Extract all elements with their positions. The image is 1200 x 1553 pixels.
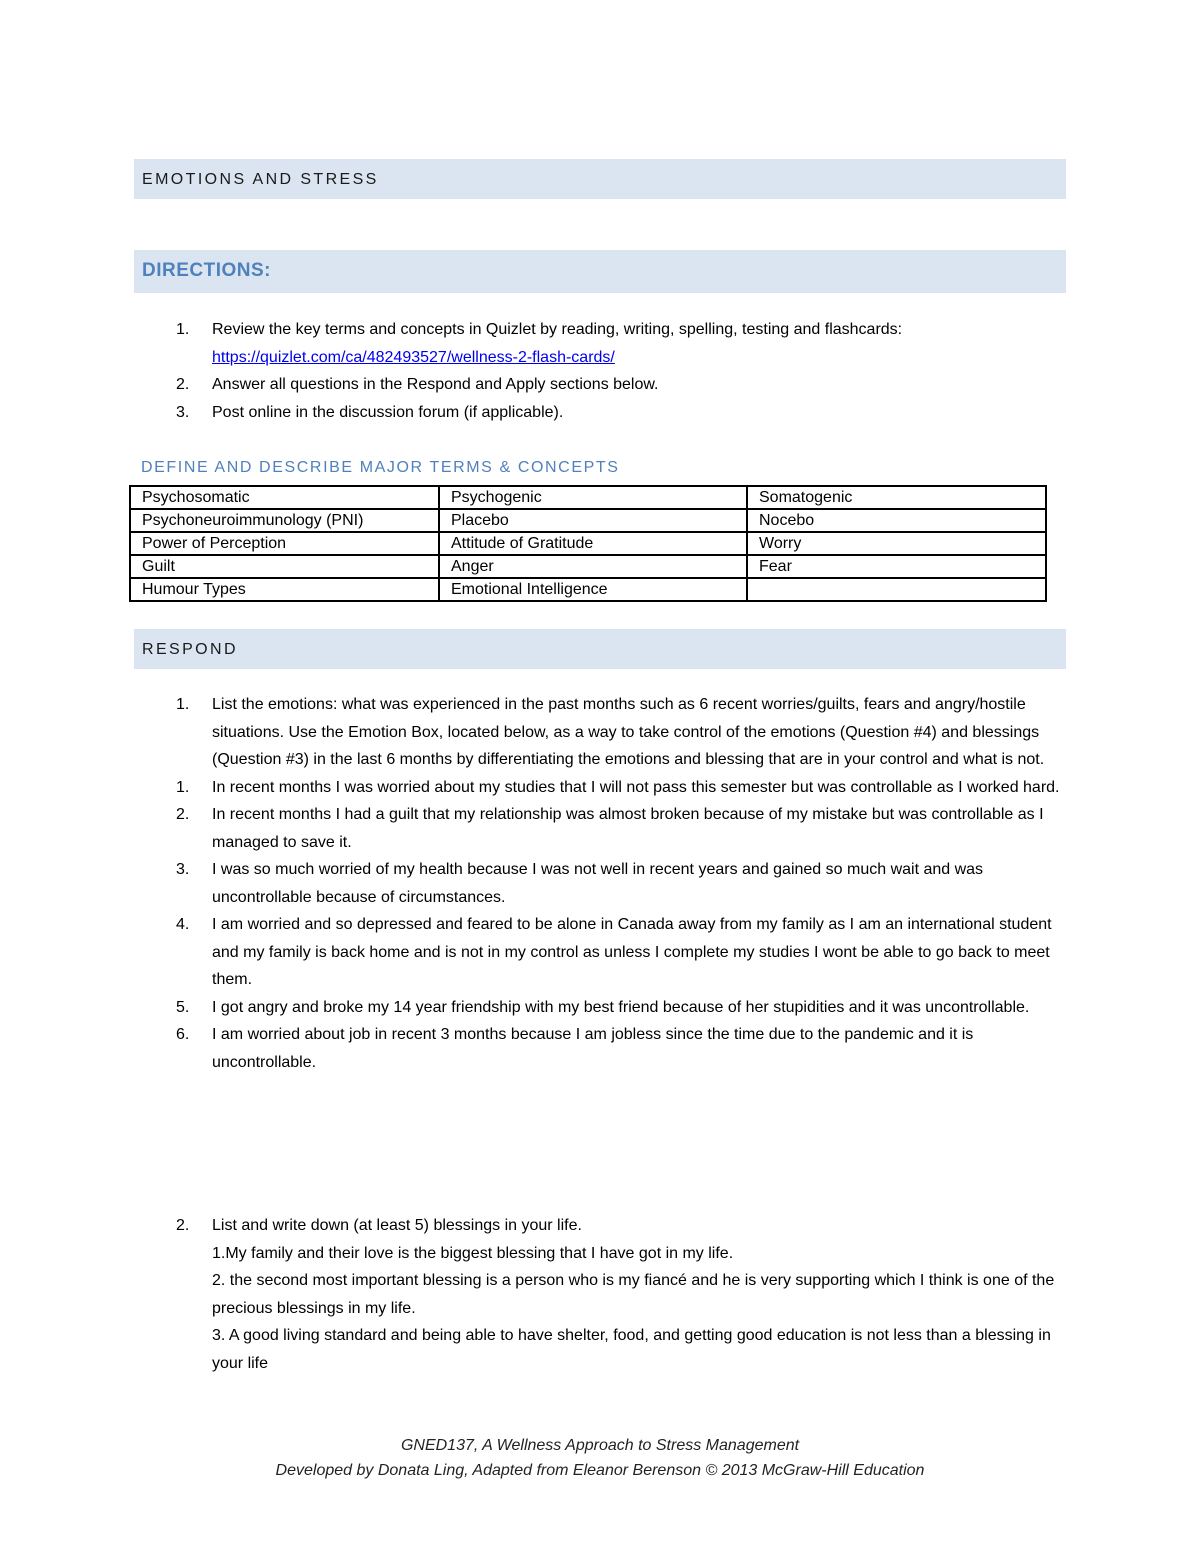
list-number: 1. [176,321,190,338]
list-number: 4. [176,916,190,933]
list-item [176,856,1064,911]
blessings-block [212,1212,1062,1377]
respond-text: In recent months I was worried about my studies that I will not pass this semester but was controllable as I worked hard. [212,778,1060,796]
directions-header-band [134,250,1066,293]
table-cell: Anger [439,555,747,578]
emotions-title: EMOTIONS AND STRESS [142,171,379,188]
respond-text: List the emotions: what was experienced in the past months such as 6 recent worries/guilts, fears and angry/hostile situations. Use the Emotion Box, located below, as a way to take control of the emotions (Question #4) and blessings (Question #3) in the last 6 months by differentiating the emotions and blessing that are in your control and what is not. [212,696,1045,768]
table-cell: Psychogenic [439,486,747,509]
table-row [130,532,1046,555]
define-terms-heading: DEFINE AND DESCRIBE MAJOR TERMS & CONCEPTS [141,459,620,476]
blessings-prompt: List and write down (at least 5) blessings in your life. [212,1217,582,1234]
quizlet-link[interactable]: https://quizlet.com/ca/482493527/wellness-2-flash-cards/ [212,348,615,366]
list-number: 1. [176,778,190,796]
blessing-answer: 2. the second most important blessing is a person who is my fiancé and he is very supporting which I think is one of the precious blessings in my life. [212,1272,1055,1317]
terms-table [129,485,1047,602]
respond-text: I am worried about job in recent 3 months because I am jobless since the time due to the pandemic and it is uncontrollable. [212,1026,974,1071]
respond-text: I am worried and so depressed and feared to be alone in Canada away from my family as I am an international student and my family is back home and is not in my control as unless I complete my studies I wont be able to go back to meet them. [212,916,1052,988]
table-cell: Humour Types [130,578,439,601]
table-row [130,555,1046,578]
list-number: 2. [176,806,190,823]
direction-text: Answer all questions in the Respond and Apply sections below. [212,376,659,393]
table-cell: Worry [747,532,1046,555]
table-cell: Psychosomatic [130,486,439,509]
respond-text: I got angry and broke my 14 year friendship with my best friend because of her stupidities and it was uncontrollable. [212,998,1030,1016]
list-number: 5. [176,998,190,1016]
respond-text: I was so much worried of my health because I was not well in recent years and gained so much wait and was uncontrollable because of circumstances. [212,861,984,906]
list-item [176,774,1064,802]
respond-header-band [134,629,1066,669]
footer-credits: Developed by Donata Ling, Adapted from Eleanor Berenson © 2013 McGraw-Hill Education [275,1462,925,1479]
list-number: 2. [176,376,190,393]
footer-course-title: GNED137, A Wellness Approach to Stress Management [400,1437,800,1454]
table-cell: Attitude of Gratitude [439,532,747,555]
table-cell: Guilt [130,555,439,578]
respond-title: RESPOND [142,641,238,658]
table-cell: Psychoneuroimmunology (PNI) [130,509,439,532]
blessing-answer: 3. A good living standard and being able to have shelter, food, and getting good education is not less than a blessing in your life [212,1327,1051,1372]
list-item [176,691,1064,774]
list-item [176,371,1026,399]
list-item [176,1021,1064,1076]
question-2-number: 2. [176,1217,190,1234]
blessing-answer: 1.My family and their love is the biggest blessing that I have got in my life. [212,1244,734,1262]
direction-text: Review the key terms and concepts in Quizlet by reading, writing, spelling, testing and flashcards: [212,321,903,338]
list-number: 6. [176,1026,190,1043]
list-item [176,316,1026,371]
table-cell: Power of Perception [130,532,439,555]
list-item [176,994,1064,1022]
table-row [130,578,1046,601]
table-cell: Emotional Intelligence [439,578,747,601]
table-cell [747,578,1046,601]
directions-list [176,316,1026,426]
list-item [176,801,1064,856]
list-number: 3. [176,861,190,878]
list-number: 3. [176,403,190,421]
directions-title: DIRECTIONS: [142,260,271,281]
direction-text: Post online in the discussion forum (if applicable). [212,403,564,421]
table-row [130,486,1046,509]
table-cell: Nocebo [747,509,1046,532]
table-cell: Somatogenic [747,486,1046,509]
respond-text: In recent months I had a guilt that my relationship was almost broken because of my mistake but was controllable as I managed to save it. [212,806,1044,851]
list-number: 1. [176,696,190,713]
list-item [176,911,1064,994]
respond-list [176,691,1064,1076]
table-cell: Placebo [439,509,747,532]
table-cell: Fear [747,555,1046,578]
table-row [130,509,1046,532]
list-item [176,399,1026,427]
emotions-header-band [134,159,1066,199]
